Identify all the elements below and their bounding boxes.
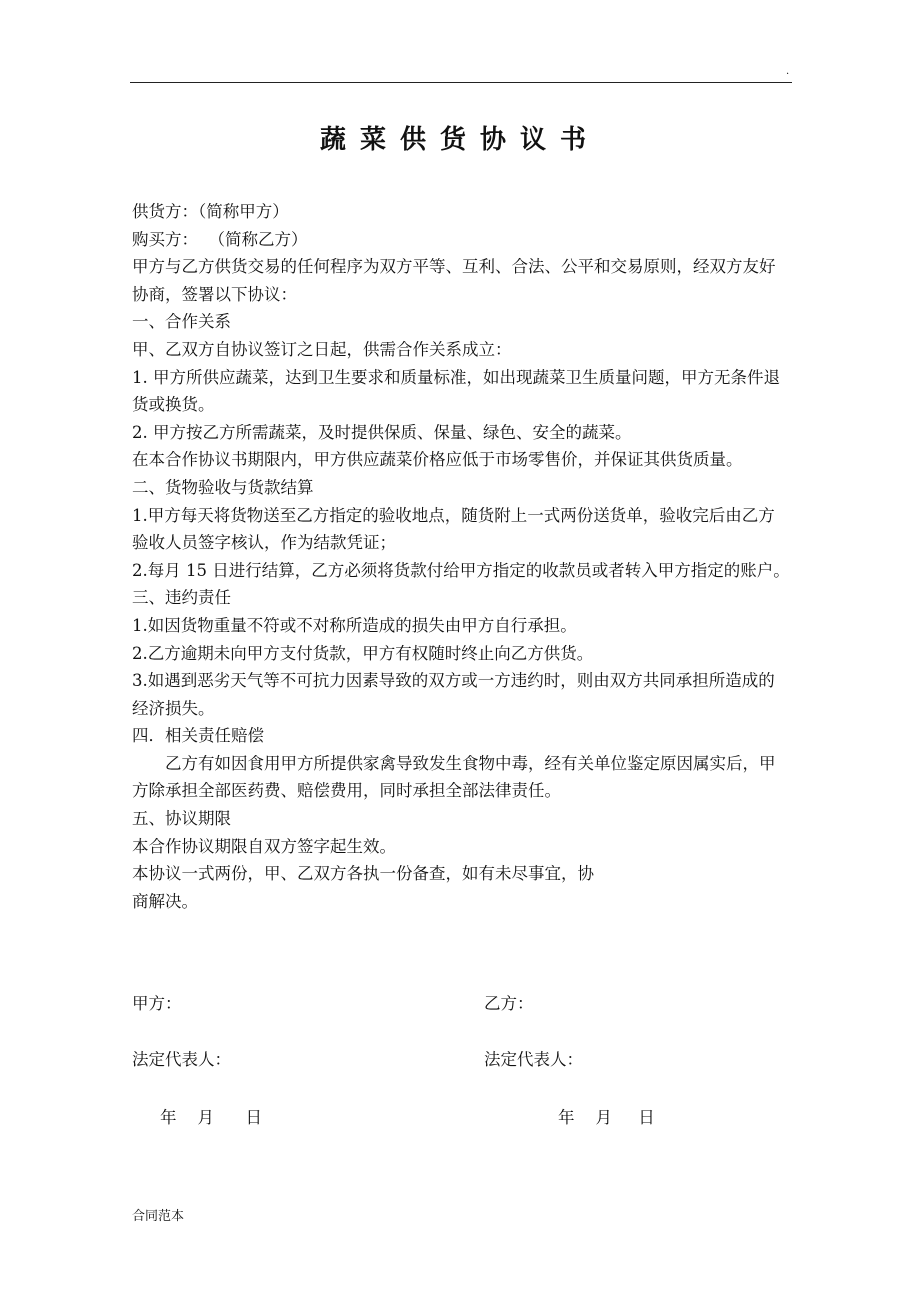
buyer-line: 购买方： （简称乙方）	[132, 229, 308, 249]
header-dot: .	[786, 66, 790, 77]
party-b-representative-label: 法定代表人：	[484, 1050, 583, 1069]
header-rule	[130, 82, 792, 83]
section-2-item-1: 1.甲方每天将货物送至乙方指定的验收地点，随货附上一式两份送货单，验收完后由乙方验收人员签字核认，作为结款凭证；	[132, 505, 775, 553]
section-1-item-1: 1. 甲方所供应蔬菜，达到卫生要求和质量标准，如出现蔬菜卫生质量问题，甲方无条件退货或换货。	[132, 367, 780, 415]
section-1-item-2: 2. 甲方按乙方所需蔬菜，及时提供保质、保量、绿色、安全的蔬菜。	[132, 422, 632, 442]
supplier-line: 供货方：（简称甲方）	[132, 202, 289, 221]
section-1-note: 在本合作协议书期限内，甲方供应蔬菜价格应低于市场零售价，并保证其供货质量。	[132, 450, 743, 470]
section-5-line-3: 商解决。	[132, 891, 198, 911]
party-b-label: 乙方：	[484, 994, 534, 1013]
section-2-title: 二、货物验收与货款结算	[132, 477, 314, 497]
intro-paragraph: 甲方与乙方供货交易的任何程序为双方平等、互利、合法、公平和交易原则，经双方友好协商，签署以下协议：	[132, 257, 776, 304]
section-5-line-2: 本协议一式两份，甲、乙双方各执一份备查，如有未尽事宜，协	[132, 864, 594, 884]
document-title: 蔬菜供货协议书	[319, 125, 600, 155]
section-3-title: 三、违约责任	[132, 588, 231, 608]
section-2-item-2: 2.每月 15 日进行结算，乙方必须将货款付给甲方指定的收款员或者转入甲方指定的账户。	[132, 560, 790, 580]
section-4-title: 四．相关责任赔偿	[132, 726, 264, 746]
section-4-body: 乙方有如因食用甲方所提供家禽导致发生食物中毒，经有关单位鉴定原因属实后，甲方除承担全部医药费、赔偿费用，同时承担全部法律责任。	[132, 753, 776, 801]
section-1-title: 一、合作关系	[132, 312, 231, 332]
footer-label: 合同范本	[132, 1209, 185, 1224]
section-1-lead: 甲、乙双方自协议签订之日起，供需合作关系成立：	[132, 339, 512, 359]
section-3-item-2: 2.乙方逾期未向甲方支付货款，甲方有权随时终止向乙方供货。	[132, 643, 594, 663]
party-b-date: 年 月 日	[558, 1108, 655, 1127]
section-5-title: 五、协议期限	[132, 809, 231, 829]
section-5-line-1: 本合作协议期限自双方签字起生效。	[132, 836, 396, 856]
party-a-date: 年 月 日	[160, 1108, 262, 1127]
party-a-label: 甲方：	[132, 994, 182, 1013]
party-a-representative-label: 法定代表人：	[132, 1050, 231, 1069]
section-3-item-1: 1.如因货物重量不符或不对称所造成的损失由甲方自行承担。	[132, 615, 577, 635]
document-body	[132, 198, 790, 915]
section-3-item-3: 3.如遇到恶劣天气等不可抗力因素导致的双方或一方违约时，则由双方共同承担所造成的经济损失。	[132, 671, 775, 718]
